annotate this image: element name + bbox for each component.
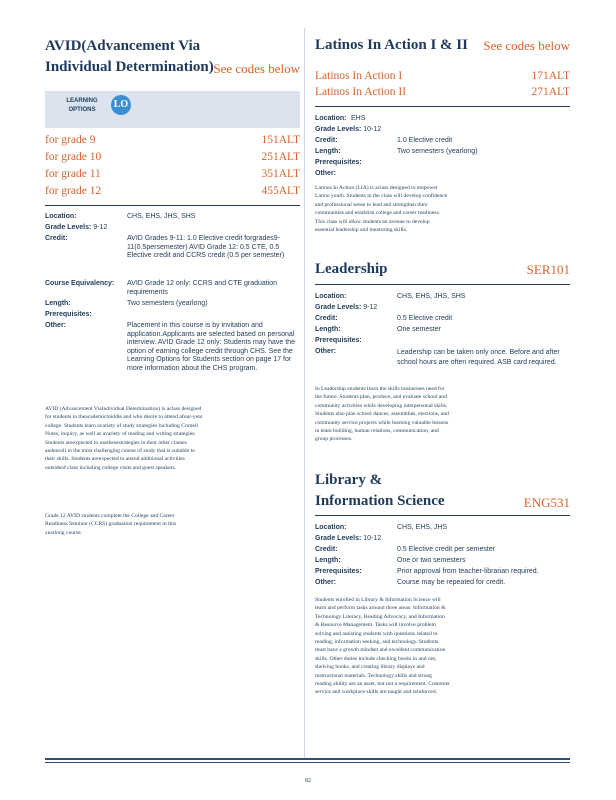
grade-levels-label: Grade Levels: 9-12 <box>315 304 378 311</box>
library-info-table <box>315 524 570 594</box>
latinos-title: Latinos In Action I & II <box>315 37 468 53</box>
avid-description: AVID (Advancement ViaIndividual Determination) is aclass designed for students in theacademicmiddle and who desire to attend afour-year college. Students learn avariety of study strategies including Cornell Notes, inquiry, as well as avariety of reading and writing strategies. Students areexpected to usethesestrategies in their other classes andenroll in the most challenging course of study that is suitable to their skills. Students areexpected to attend additional activities outsideof class including college visits and guest speakers. <box>45 406 203 471</box>
location-value: CHS, EHS, JHS, SHS <box>127 213 196 220</box>
credit-label: Credit: <box>315 137 338 144</box>
grade-label: for grade 10 <box>45 151 102 163</box>
course-code: 271ALT <box>531 86 570 98</box>
library-code: ENG531 <box>523 495 570 510</box>
grade-label: for grade 11 <box>45 168 101 180</box>
leadership-code: SER101 <box>526 262 570 277</box>
length-label: Length: <box>315 557 341 564</box>
footer-rule-thin <box>45 762 570 763</box>
avid-title-line1: AVID(Advancement Via <box>45 38 201 54</box>
grade-levels-label: Grade Levels: 10-12 <box>315 535 382 542</box>
location-label: Location: <box>315 115 347 122</box>
course-code: 171ALT <box>531 70 570 82</box>
learning-options-banner <box>45 91 300 128</box>
leadership-title: Leadership <box>315 261 388 277</box>
credit-value: 1.0 Elective credit <box>397 137 453 144</box>
length-value: One semester <box>397 326 441 333</box>
location-label: Location: <box>45 213 77 220</box>
location-value: CHS, EHS, JHS, SHS <box>397 293 466 300</box>
credit-value: AVID Grades 9-11: 1.0 Elective credit forgrades9-11(0.5persemester) AVID Grade 12: 0.5 CTE, 0.5 Elective credit and CCRS credit (0.5 per semester) <box>127 235 285 259</box>
course-label: Latinos In Action I <box>315 70 403 82</box>
prerequisites-value: Prior approval from teacher-librarian required. <box>397 568 539 575</box>
grade-label: for grade 9 <box>45 134 96 146</box>
learning-options-label: LEARNING OPTIONS <box>66 98 98 113</box>
credit-label: Credit: <box>315 546 338 553</box>
length-value: Two semesters (yearlong) <box>127 300 208 307</box>
library-divider <box>315 515 570 516</box>
prerequisites-label: Prerequisites: <box>315 159 362 166</box>
credit-label: Credit: <box>315 315 338 322</box>
latinos-description: Latinos In Action (LIA) is aclass designed to empower Latino youth. Students in the class will develop confidence and professional sense to lead and strengthen their communities and establish college and career readiness. This class will allow students an avenue to develop essential leadership and mentoring skills. <box>315 185 448 234</box>
footer-rule <box>45 758 570 760</box>
location-label: Location: <box>315 293 347 300</box>
column-divider <box>304 28 305 758</box>
other-value: Leadership can be taken only once. Before and after school hours are often required. ASB card required. <box>397 349 560 366</box>
length-label: Length: <box>315 148 341 155</box>
other-label: Other: <box>315 579 336 586</box>
other-label: Other: <box>315 170 336 177</box>
avid-grade12-note: Grade 12 AVID students complete the College and Career Readiness Seminar (CCRS) graduation requirement in this yearlong course. <box>45 513 177 536</box>
avid-grade-row <box>45 151 300 168</box>
grade-code: 151ALT <box>261 134 300 146</box>
other-value: Placement in this course is by invitation and application.Applicants are selected based on personal interview. AVID Grade 12 only: Students may have the option of earning college credit through CHS. See the Learning Options for Students section on page 17 for more information about the CHS program. <box>127 322 295 372</box>
length-label: Length: <box>45 300 71 307</box>
length-value: Two semesters (yearlong) <box>397 148 478 155</box>
course-equivalency-label: Course Equivalency: <box>45 280 115 287</box>
course-equivalency-value: AVID Grade 12 only: CCRS and CTE graduation requirements <box>127 280 278 296</box>
avid-title-line2: Individual Determination) <box>45 59 214 75</box>
grade-label: for grade 12 <box>45 185 102 197</box>
latinos-info-table <box>315 115 570 177</box>
latinos-codes-note: See codes below <box>483 38 570 53</box>
credit-value: 0.5 Elective credit <box>397 315 453 322</box>
page-number: 82 <box>305 778 311 784</box>
avid-codes-note: See codes below <box>213 61 300 76</box>
latinos-course-row <box>315 86 570 103</box>
prerequisites-label: Prerequisites: <box>45 311 92 318</box>
avid-grade-row <box>45 185 300 202</box>
avid-info-table <box>45 213 300 403</box>
library-title-line2: Information Science <box>315 493 445 509</box>
grade-levels-label: Grade Levels: 10-12 <box>315 126 382 133</box>
latinos-course-row <box>315 70 570 87</box>
location-value: EHS <box>351 115 366 122</box>
library-description: Students enrolled in Library & Information Science will learn and perform tasks around three areas: Information & Technology Literacy, Reading Advocacy, and Information & Resource Management. Tasks will involve problem solving and assisting students with questions related to reading, information seeking, and technology. Students must have a growth mindset and excellent communication skills. Other duties include checking books in and out, shelving books, and creating library displays and instructional materials. Technology skills and strong reading ability are an asset, but not a requirement. Customer service and workplace skills are taught and reinforced. <box>315 597 450 696</box>
other-label: Other: <box>315 348 336 355</box>
course-label: Latinos In Action II <box>315 86 407 98</box>
grade-levels-label: Grade Levels: 9-12 <box>45 224 108 231</box>
avid-divider <box>45 205 300 206</box>
other-label: Other: <box>45 322 66 329</box>
grade-code: 455ALT <box>261 185 300 197</box>
prerequisites-label: Prerequisites: <box>315 568 362 575</box>
credit-value: 0.5 Elective credit per semester <box>397 546 496 553</box>
credit-label: Credit: <box>45 235 68 242</box>
grade-code: 251ALT <box>261 151 300 163</box>
leadership-divider <box>315 284 570 285</box>
location-value: CHS, EHS, JHS <box>397 524 448 531</box>
grade-code: 351ALT <box>261 168 300 180</box>
length-value: One or two semesters <box>397 557 466 564</box>
other-value: Course may be repeated for credit. <box>397 579 506 586</box>
latinos-divider <box>315 106 570 107</box>
avid-grade-row <box>45 168 300 185</box>
leadership-description: In Leadership students learn the skills businesses need for the future. Students plan, produce, and evaluate school and community activities while developing interpersonal skills. Students also plan school dances, assemblies, elections, and community service projects while learning valuable lessons in team building, human relations, communication, and group processes. <box>315 386 449 443</box>
length-label: Length: <box>315 326 341 333</box>
prerequisites-label: Prerequisites: <box>315 337 362 344</box>
avid-grade-row <box>45 134 300 151</box>
library-title-line1: Library & <box>315 472 383 488</box>
location-label: Location: <box>315 524 347 531</box>
leadership-info-table <box>315 293 570 373</box>
learning-options-logo-icon: LO <box>111 95 131 115</box>
